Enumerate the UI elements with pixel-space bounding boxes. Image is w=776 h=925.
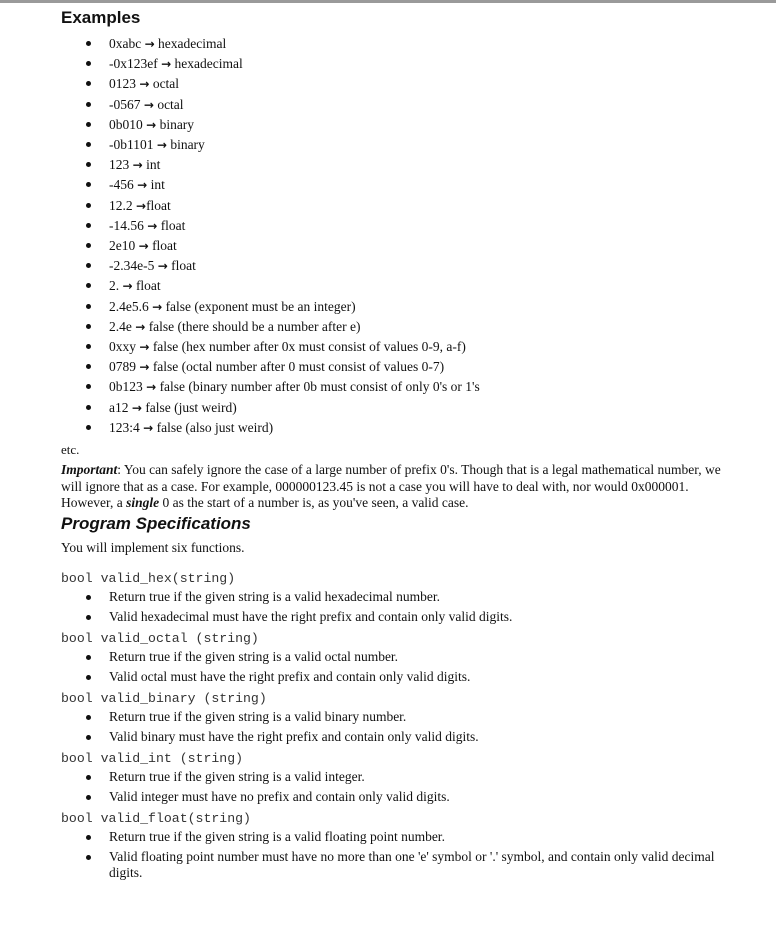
arrow-icon: → — [122, 279, 133, 294]
example-result: binary — [156, 116, 195, 132]
example-result: float — [132, 278, 161, 294]
example-item — [61, 175, 731, 195]
function-signature: bool valid_binary (string) — [61, 690, 267, 706]
example-result: false (exponent must be an integer) — [162, 298, 356, 314]
spec-bullet: Valid binary must have the right prefix and contain only valid digits. — [61, 729, 731, 745]
examples-list — [61, 34, 731, 438]
example-result: int — [147, 177, 165, 193]
example-input: -456 — [109, 177, 138, 193]
arrow-icon: → — [139, 360, 150, 375]
arrow-icon: → — [143, 420, 154, 435]
example-result: int — [142, 157, 161, 173]
important-label: Important — [61, 462, 118, 478]
example-input: 123 — [109, 157, 133, 173]
program-specifications-heading: Program Specifications — [61, 513, 251, 533]
example-item — [61, 115, 731, 135]
example-input: 0b010 — [109, 116, 147, 132]
important-emphasis: single — [126, 495, 160, 511]
example-item — [61, 297, 731, 317]
example-input: 0123 — [109, 76, 140, 92]
example-result: hexadecimal — [154, 36, 227, 51]
function-signature: bool valid_octal (string) — [61, 630, 259, 646]
example-item — [61, 357, 731, 377]
example-item — [61, 317, 731, 337]
function-signature: bool valid_int (string) — [61, 750, 244, 766]
function-signature: bool valid_float(string) — [61, 810, 251, 826]
spec-bullet: Return true if the given string is a valid binary number. — [61, 709, 731, 725]
arrow-icon: → — [139, 340, 150, 355]
spec-bullet: Return true if the given string is a valid octal number. — [61, 649, 731, 665]
example-input: 12.2 — [109, 197, 136, 213]
example-item — [61, 418, 731, 438]
spec-bullet: Valid hexadecimal must have the right prefix and contain only valid digits. — [61, 609, 731, 625]
arrow-icon: → — [146, 380, 157, 395]
arrow-icon: → — [146, 117, 157, 132]
example-input: -0x123ef — [109, 56, 162, 72]
spec-bullet: Valid integer must have no prefix and contain only valid digits. — [61, 789, 731, 805]
example-result: false (there should be a number after e) — [145, 318, 361, 334]
function-bullets — [61, 709, 731, 745]
example-item — [61, 135, 731, 155]
example-result: false (hex number after 0x must consist of values 0-9, a-f) — [149, 339, 466, 355]
example-input: a12 — [109, 399, 132, 415]
top-rule — [0, 0, 776, 3]
spec-bullet: Return true if the given string is a valid hexadecimal number. — [61, 589, 731, 605]
arrow-icon: → — [135, 319, 146, 334]
example-result: false (also just weird) — [153, 419, 274, 435]
example-item — [61, 34, 731, 54]
example-item — [61, 74, 731, 94]
example-item — [61, 155, 731, 175]
example-item — [61, 196, 731, 216]
example-result: float — [157, 217, 186, 233]
arrow-icon: → — [143, 97, 154, 112]
spec-bullet: Return true if the given string is a valid floating point number. — [61, 829, 731, 845]
arrow-icon: → — [152, 299, 163, 314]
example-input: -0567 — [109, 96, 144, 112]
arrow-icon: → — [138, 239, 149, 254]
spec-bullet: Valid floating point number must have no more than one 'e' symbol or '.' symbol, and contain only valid decimal digits. — [61, 849, 731, 881]
example-item — [61, 398, 731, 418]
example-input: 123:4 — [109, 419, 144, 435]
example-item — [61, 377, 731, 397]
example-input: 2e10 — [109, 238, 139, 254]
function-signature: bool valid_hex(string) — [61, 570, 236, 586]
example-input: 0b123 — [109, 379, 147, 395]
example-input: 2.4e — [109, 318, 136, 334]
arrow-icon: → — [131, 400, 142, 415]
spec-intro: You will implement six functions. — [61, 539, 245, 555]
functions-list — [61, 569, 731, 881]
arrow-icon: → — [137, 178, 148, 193]
example-item — [61, 337, 731, 357]
example-result: binary — [166, 137, 205, 153]
function-bullets — [61, 769, 731, 805]
arrow-icon: → — [139, 77, 150, 92]
function-bullets — [61, 829, 731, 881]
example-item — [61, 256, 731, 276]
example-input: 0789 — [109, 359, 140, 375]
example-input: 0xabc — [109, 36, 145, 51]
example-result: false (just weird) — [141, 399, 237, 415]
example-item — [61, 276, 731, 296]
example-input: -0b1101 — [109, 137, 157, 153]
example-result: octal — [149, 76, 180, 92]
document-page — [61, 6, 731, 885]
arrow-icon: → — [132, 158, 143, 173]
example-result: false (binary number after 0b must consist of only 0's or 1's — [156, 379, 480, 395]
example-item — [61, 54, 731, 74]
spec-bullet: Valid octal must have the right prefix and contain only valid digits. — [61, 669, 731, 685]
arrow-icon: → — [136, 198, 147, 213]
important-note — [61, 462, 725, 512]
important-text-pre: : You can safely ignore the case of a large number of prefix 0's. Though that is a legal mathematical number, we will ignore that as a case. For example, 000000123.45 is not a case you will have to deal with, nor would 0x000001. However, a — [61, 462, 721, 511]
function-bullets — [61, 649, 731, 685]
important-text-post: 0 as the start of a number is, as you've seen, a valid case. — [159, 495, 469, 511]
example-result: octal — [153, 96, 184, 112]
example-result: float — [167, 258, 196, 274]
example-input: -2.34e-5 — [109, 258, 158, 274]
example-input: 0xxy — [109, 339, 140, 355]
arrow-icon: → — [147, 218, 158, 233]
example-result: false (octal number after 0 must consist of values 0-7) — [149, 359, 445, 375]
arrow-icon: → — [161, 57, 172, 72]
arrow-icon: → — [156, 138, 167, 153]
example-input: -14.56 — [109, 217, 148, 233]
arrow-icon: → — [144, 37, 155, 51]
example-item — [61, 236, 731, 256]
example-item — [61, 95, 731, 115]
example-result: float — [148, 238, 177, 254]
function-bullets — [61, 589, 731, 625]
example-result: hexadecimal — [171, 56, 243, 72]
spec-bullet: Return true if the given string is a valid integer. — [61, 769, 731, 785]
examples-heading: Examples — [61, 8, 141, 27]
example-input: 2.4e5.6 — [109, 298, 153, 314]
example-result: float — [146, 197, 171, 213]
example-input: 2. — [109, 278, 123, 294]
etc-text: etc. — [61, 442, 80, 458]
example-item — [61, 216, 731, 236]
arrow-icon: → — [157, 259, 168, 274]
